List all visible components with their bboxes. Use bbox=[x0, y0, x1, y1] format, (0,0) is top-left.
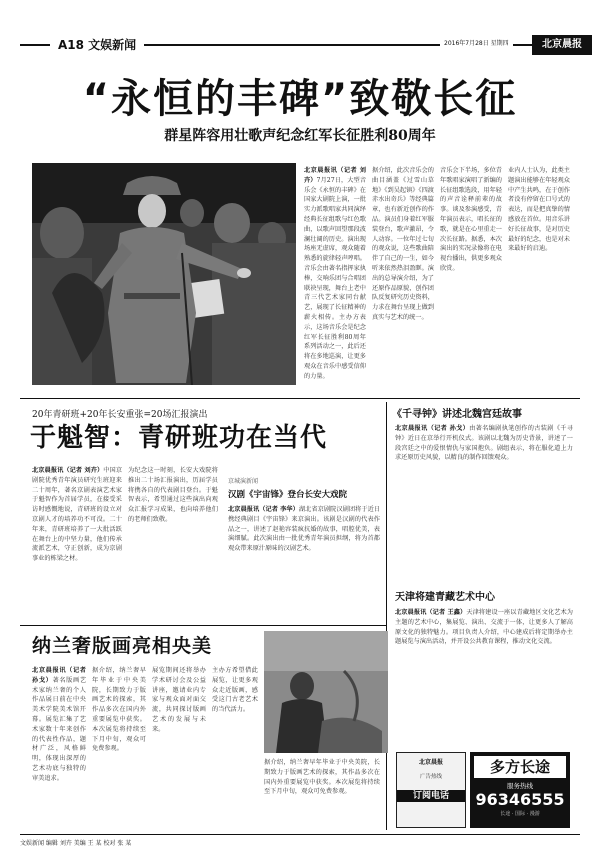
story2-column-1 bbox=[32, 466, 122, 621]
main-story-column-3 bbox=[440, 166, 502, 388]
main-story-column-4 bbox=[508, 166, 570, 388]
concert-photo bbox=[32, 163, 296, 385]
story2-kicker: 20年青研班+20年长安重张=20场汇报演出 bbox=[32, 410, 208, 420]
story6-column-3 bbox=[152, 666, 206, 828]
story3-headline: 汉剧《宇宙锋》登台长安大戏院 bbox=[228, 490, 348, 500]
story6-lead: 北京晨报讯（记者 孙戈） bbox=[32, 667, 86, 684]
page-footer: 文娱新闻 编辑 刘卉 美编 王 某 校对 张 某 bbox=[20, 834, 580, 847]
ad2-prefix: 服务热线 bbox=[507, 782, 533, 790]
ad1-title: 北京晨报 bbox=[418, 759, 443, 766]
story6-column-4 bbox=[212, 666, 258, 828]
newspaper-brand: 北京晨报 bbox=[532, 35, 592, 55]
ad1-phone: 订阅电话 bbox=[397, 790, 465, 802]
main-subhead: 群星阵容用壮歌声纪念红军长征胜利80周年 bbox=[164, 128, 436, 144]
vertical-divider bbox=[386, 402, 387, 830]
section-divider bbox=[20, 398, 580, 399]
story2-column-2 bbox=[128, 466, 218, 621]
story6-column-5 bbox=[264, 758, 380, 828]
story3-text: 湖北省京剧院汉剧团将于近日携经典剧目《宇宙锋》来京演出。该剧是汉剧的代表作品之一，讲述了赵艳容装疯抗婚的故事，唱腔优美，表演细腻。此次演出由一批优秀青年演员担纲，将为首都观众带来原汁原味的汉剧艺术。 bbox=[228, 506, 380, 553]
ad2-title: 多方长途 bbox=[474, 756, 566, 778]
section-label: A18 文娱新闻 bbox=[50, 34, 144, 56]
main-headline: “永恒的丰碑”致敬长征 bbox=[82, 76, 518, 122]
main-story-text-2: 据介绍，此次音乐会的曲目涵盖《过雪山草地》《到吴起镇》《四渡赤水出奇兵》等经典篇章，也有新近创作的作品。演员们身着红军服装登台，歌声激昂，令人动容。一位年过七旬的观众说，这些歌曲陪伴了自己的一生，如今听来依然热泪盈眶。演出的总导演介绍，为了还原作品原貌，创作团队反复研究历史资料，力求在舞台呈现上做到真实与艺术的统一。 bbox=[372, 167, 434, 321]
story4-lead: 北京晨报讯（记者 孙戈） bbox=[395, 425, 470, 432]
printmaker-photo-image bbox=[264, 631, 388, 753]
ad2-services: 长途 · 国际 · 漫游 bbox=[500, 811, 540, 817]
story5-lead: 北京晨报讯（记者 王鑫） bbox=[395, 609, 467, 616]
story6-headline: 纳兰奢版画亮相央美 bbox=[32, 635, 213, 657]
long-distance-ad[interactable] bbox=[470, 752, 570, 828]
main-story-lead: 北京晨报讯（记者 刘卉） bbox=[304, 167, 366, 184]
story6-column-1 bbox=[32, 666, 86, 828]
lower-divider bbox=[20, 625, 386, 626]
story4-headline: 《千寻钟》讲述北魏宫廷故事 bbox=[392, 409, 522, 420]
main-story-column-1 bbox=[304, 166, 366, 388]
printmaker-photo bbox=[264, 631, 388, 753]
story2-lead: 北京晨报讯（记者 刘卉） bbox=[32, 467, 104, 474]
main-story-text-3: 音乐会下半场，多位青年歌唱家演唱了新编的长征组歌选段，用年轻的声音诠释前辈的故事。谈及参演感受，青年演员表示，唱长征的歌，就是在心里重走一次长征路。据悉，本次演出的实况录像将在电视台播出，供更多观众欣赏。 bbox=[440, 167, 502, 272]
story2-headline: 于魁智：青研班功在当代 bbox=[30, 423, 328, 453]
story3-lead: 北京晨报讯（记者 李华） bbox=[228, 506, 299, 513]
concert-photo-image bbox=[32, 163, 296, 385]
main-story-column-2 bbox=[372, 166, 434, 388]
ad1-subtitle: 广告热线 bbox=[419, 774, 442, 780]
story3-tag: 京城演新闻 bbox=[228, 478, 259, 485]
story2-text-2: 为纪念这一时刻，长安大戏院将推出二十场汇报演出，历届学员将携各自的代表剧目登台。于魁智表示，希望通过这些演出向观众汇报学习成果，也向培养他们的老师们致敬。 bbox=[128, 467, 218, 523]
story6-text-2: 据介绍，纳兰奢早年毕业于中央美院，长期致力于版画艺术的探索，其作品多次在国内外重要展览中获奖。本次展览将持续至下月中旬，观众可免费参观。 bbox=[92, 667, 146, 753]
story6-text-4: 主办方希望借此展览，让更多观众走近版画，感受这门古老艺术的当代活力。 bbox=[212, 667, 258, 714]
story4-column bbox=[395, 424, 573, 584]
main-story-text-1: 7月27日，大型音乐会《永恒的丰碑》在国家大剧院上演，一批实力派歌唱家共同演绎经典长征组歌与红色歌曲，以歌声回望那段波澜壮阔的历史。演出现场座无虚席，观众随着熟悉的旋律轻声哼唱。音乐会由著名指挥家执棒，交响乐团与合唱团联袂呈现，舞台上老中青三代艺术家同台献艺，展现了长征精神的薪火相传。主办方表示，这场音乐会是纪念红军长征胜利80周年系列活动之一，此后还将在多地巡演，让更多观众在音乐中感受信仰的力量。 bbox=[304, 176, 366, 380]
story6-text-5: 据介绍，纳兰奢早年毕业于中央美院，长期致力于版画艺术的探索，其作品多次在国内外重要展览中获奖。本次展览将持续至下月中旬，观众可免费参观。 bbox=[264, 759, 380, 796]
story6-text-1: 著名版画艺术家纳兰奢的个人作品展日前在中央美术学院美术馆开幕。展览汇集了艺术家数十年来创作的代表性作品，题材广泛，风格鲜明，体现出深厚的艺术功底与独特的审美追求。 bbox=[32, 676, 86, 782]
story6-column-2 bbox=[92, 666, 146, 828]
story6-text-3: 展览期间还将举办学术研讨会及公益讲座，邀请业内专家与观众面对面交流，共同探讨版画艺术的发展与未来。 bbox=[152, 667, 206, 733]
story5-column bbox=[395, 608, 573, 748]
story2-text-1: 中国京剧院优秀青年演员研究生班迎来二十周年，著名京剧表演艺术家于魁智作为首届学员，在接受采访时感慨地说，青研班的设立对京剧人才的培养功不可没。二十年来，青研班培养了一大批活跃在舞台上的中坚力量，他们传承流派艺术，守正创新，成为京剧事业的栋梁之材。 bbox=[32, 467, 122, 563]
issue-date: 2016年7月28日 星期四 bbox=[440, 38, 513, 50]
main-story-text-4: 业内人士认为，此类主题演出能够在年轻观众中产生共鸣，在于创作者没有停留在口号式的表达，而是把真挚的情感放在首位。用音乐讲好长征故事，是对历史最好的纪念，也是对未来最好的启迪。 bbox=[508, 167, 570, 253]
story5-headline: 天津将建青藏艺术中心 bbox=[395, 592, 495, 603]
subscription-ad[interactable] bbox=[396, 752, 466, 828]
story4-text: 由著名编剧执笔创作的古装剧《千寻钟》近日在京举行开机仪式。该剧以北魏为历史背景，讲述了一段宫廷之中的爱恨情仇与家国抱负。剧组表示，将在服化道上力求还原历史风貌，以精良的制作回馈观众。 bbox=[395, 425, 573, 462]
masthead bbox=[20, 34, 580, 56]
ad2-phone: 96346555 bbox=[475, 790, 565, 809]
story3-column bbox=[228, 505, 380, 620]
story5-text: 天津将建设一座以青藏地区文化艺术为主题的艺术中心，集展览、演出、交流于一体，让更多人了解高原文化的独特魅力。项目负责人介绍，中心建成后将定期举办主题展览与演出活动，并开设公共教育课程，推动文化交流。 bbox=[395, 609, 573, 646]
